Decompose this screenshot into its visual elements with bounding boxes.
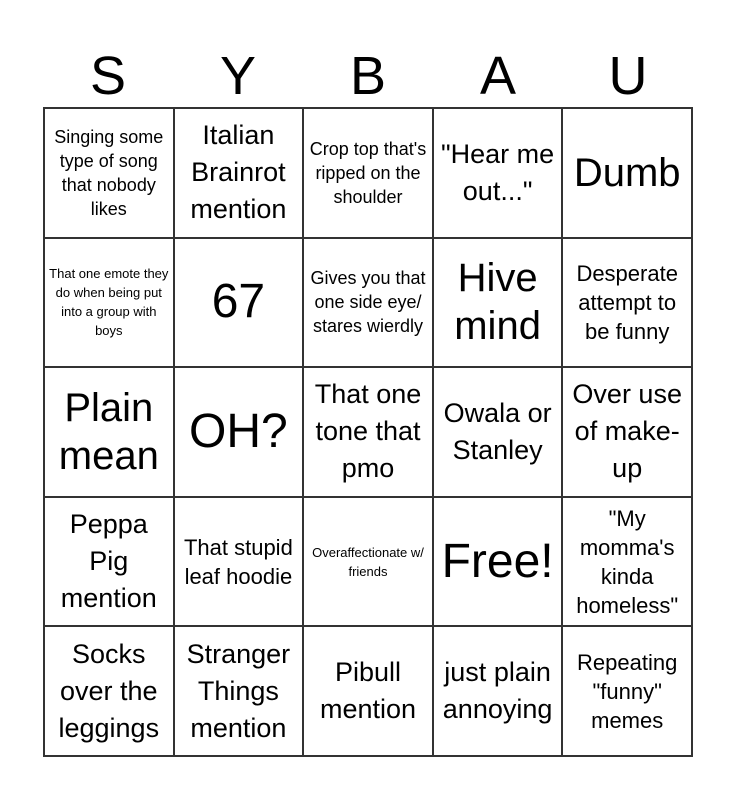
- cell-text: Free!: [441, 534, 554, 588]
- cell-text: 67: [211, 275, 266, 329]
- bingo-cell[interactable]: [562, 497, 692, 627]
- bingo-cell[interactable]: [562, 238, 692, 368]
- bingo-cell[interactable]: [44, 626, 174, 756]
- cell-text: "Hear me out...": [441, 138, 555, 206]
- bingo-cell[interactable]: [433, 108, 563, 238]
- header-letter-a: A: [479, 46, 517, 106]
- bingo-cell[interactable]: [303, 626, 433, 756]
- cell-text: That one emote they do when being put into a group with boys: [49, 266, 169, 339]
- cell-text: Overaffectionate w/ friends: [312, 544, 424, 579]
- bingo-cell[interactable]: [433, 238, 563, 368]
- bingo-cell[interactable]: [433, 367, 563, 497]
- bingo-cell[interactable]: [303, 497, 433, 627]
- header-letter-b: B: [349, 46, 387, 106]
- cell-text: Desperate attempt to be funny: [576, 260, 678, 344]
- cell-text: Socks over the leggings: [58, 638, 160, 743]
- bingo-cell[interactable]: [303, 108, 433, 238]
- bingo-cell[interactable]: [174, 238, 304, 368]
- bingo-cell[interactable]: [562, 108, 692, 238]
- cell-text: Plain mean: [58, 385, 159, 478]
- bingo-cell free-space[interactable]: [433, 497, 563, 627]
- cell-text: Owala or Stanley: [443, 397, 552, 465]
- bingo-cell[interactable]: [44, 497, 174, 627]
- cell-text: Crop top that's ripped on the shoulder: [309, 138, 427, 207]
- cell-text: Over use of make-up: [572, 379, 682, 484]
- bingo-cell[interactable]: [433, 626, 563, 756]
- bingo-cell[interactable]: [174, 497, 304, 627]
- bingo-cell[interactable]: [44, 367, 174, 497]
- cell-text: Repeating "funny" memes: [577, 649, 678, 733]
- bingo-cell[interactable]: [562, 626, 692, 756]
- cell-text: Italian Brainrot mention: [190, 120, 287, 225]
- cell-text: That stupid leaf hoodie: [183, 534, 293, 589]
- cell-text: Gives you that one side eye/ stares wierdly: [310, 268, 426, 337]
- cell-text: Stranger Things mention: [186, 638, 291, 743]
- cell-text: Pibull mention: [319, 657, 417, 725]
- bingo-header: [43, 46, 693, 106]
- cell-text: Peppa Pig mention: [60, 509, 157, 614]
- cell-text: "My momma's kinda homeless": [576, 505, 679, 618]
- cell-text: Singing some type of song that nobody likes: [54, 126, 164, 219]
- bingo-cell[interactable]: [303, 238, 433, 368]
- cell-text: Dumb: [573, 150, 681, 195]
- bingo-grid: [43, 107, 693, 757]
- header-letter-u: U: [608, 46, 648, 106]
- header-letter-y: Y: [219, 46, 257, 106]
- cell-text: That one tone that pmo: [314, 379, 422, 484]
- bingo-cell[interactable]: [174, 367, 304, 497]
- bingo-cell[interactable]: [174, 108, 304, 238]
- bingo-cell[interactable]: [303, 367, 433, 497]
- bingo-cell[interactable]: [562, 367, 692, 497]
- header-letter-s: S: [89, 46, 127, 106]
- cell-text: OH?: [189, 404, 288, 458]
- cell-text: just plain annoying: [442, 657, 553, 725]
- bingo-cell[interactable]: [174, 626, 304, 756]
- bingo-cell[interactable]: [44, 108, 174, 238]
- bingo-cell[interactable]: [44, 238, 174, 368]
- cell-text: Hive mind: [454, 256, 541, 349]
